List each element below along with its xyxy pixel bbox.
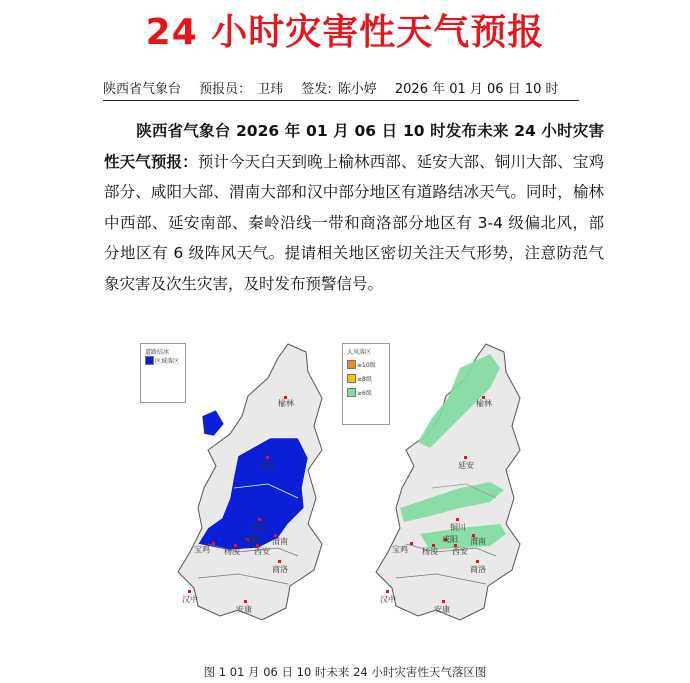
city-label-hanzhong-r: 汉中	[380, 595, 396, 604]
figure-caption: 图 1 01 月 06 日 10 时未来 24 小时灾害性天气落区图	[203, 665, 487, 679]
agency-name: 陕西省气象台	[103, 82, 182, 97]
icing-legend	[140, 343, 186, 403]
city-label-xianyang-r: 咸阳	[442, 535, 458, 544]
city-marker-hanzhong	[188, 590, 191, 593]
city-label-shangluo-r: 商洛	[470, 565, 486, 574]
icing-legend-title: 道路结冰	[145, 349, 170, 356]
city-marker-yanan	[266, 456, 269, 459]
wind-legend-label-10: ≥10级	[357, 362, 376, 369]
city-marker-shangluo	[278, 560, 281, 563]
city-label-ankang-r: 安康	[434, 605, 450, 614]
province-outline-right	[376, 344, 520, 620]
icing-legend-swatch	[145, 356, 154, 365]
issue-time: 2026 年 01 月 06 日 10 时	[394, 82, 559, 97]
wind-legend-label-6: ≥6级	[357, 390, 372, 397]
city-label-xian-r: 西安	[452, 547, 468, 556]
city-marker-ankang	[244, 600, 247, 603]
city-label-weinan-r: 渭南	[470, 537, 486, 546]
city-label-tongchuan-r: 铜川	[450, 523, 466, 532]
wind-legend	[342, 343, 390, 425]
city-label-shangluo: 商洛	[272, 565, 288, 574]
wind-legend-swatch-8	[347, 374, 356, 383]
page-title: 24 小时灾害性天气预报	[145, 12, 545, 53]
wind-legend-title: 大风落区	[347, 349, 372, 356]
city-label-xian: 西安	[254, 547, 270, 556]
city-label-ankang: 安康	[236, 605, 252, 614]
forecast-paragraph	[104, 116, 604, 299]
city-label-weinan: 渭南	[272, 537, 288, 546]
signer-label: 签发:	[301, 82, 332, 97]
city-label-yanan: 延安	[260, 461, 276, 470]
wind-legend-swatch-10	[347, 360, 356, 369]
forecast-lead: 陕西省气象台 2026 年 01 月 06 日 10 时发布未来 24 小时灾害性天气预报：	[104, 122, 604, 171]
city-label-yangling: 杨凌	[224, 547, 240, 556]
city-marker-shangluo-r	[476, 560, 479, 563]
city-label-hanzhong: 汉中	[182, 595, 198, 604]
forecaster-label: 预报员：	[199, 82, 252, 97]
city-marker-baoji	[212, 542, 215, 545]
city-label-yulin: 榆林	[278, 399, 294, 408]
city-marker-hanzhong-r	[386, 590, 389, 593]
city-marker-yanan-r	[464, 456, 467, 459]
city-marker-tongchuan	[258, 518, 261, 521]
city-marker-tongchuan-r	[456, 518, 459, 521]
city-label-yangling-r: 杨凌	[422, 547, 438, 556]
city-label-yanan-r: 延安	[458, 461, 474, 470]
signer-name: 陈小婷	[337, 82, 377, 97]
city-label-tongchuan: 铜川	[252, 523, 268, 532]
forecast-content: 预计今天白天到晚上榆林西部、延安大部、铜川大部、宝鸡部分、咸阳大部、渭南大部和汉中部分地区有道路结冰天气。同时，榆林中西部、延安南部、秦岭沿线一带和商洛部分地区有 3-4 级偏北风，部分地区有 6 级阵风天气。提请相关地区密切关注天气形势，注意防范气象灾害及次生灾害，及时发布预警信号。	[104, 152, 604, 293]
issue-info-line	[103, 78, 579, 101]
city-label-baoji: 宝鸡	[194, 545, 210, 554]
icing-legend-label: 区域落区	[155, 358, 180, 365]
city-label-yulin-r: 榆林	[476, 399, 492, 408]
city-label-baoji-r: 宝鸡	[392, 545, 408, 554]
wind-legend-label-8: ≥8级	[357, 376, 372, 383]
city-marker-ankang-r	[442, 600, 445, 603]
city-label-xianyang: 咸阳	[244, 535, 260, 544]
wind-legend-swatch-6	[347, 388, 356, 397]
city-marker-baoji-r	[410, 542, 413, 545]
forecaster-name: 卫玮	[257, 82, 284, 97]
